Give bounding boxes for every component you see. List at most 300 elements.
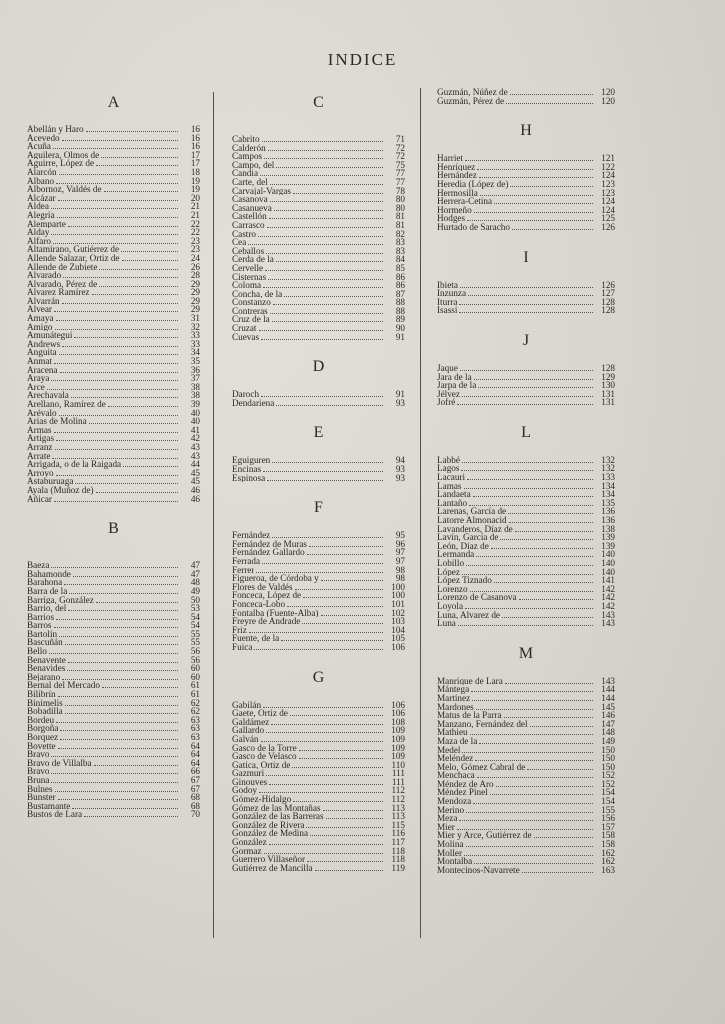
dot-leader bbox=[281, 636, 383, 641]
dot-leader bbox=[270, 180, 383, 185]
entry-page-number: 64 bbox=[190, 740, 200, 751]
entry-page-number: 34 bbox=[190, 347, 200, 358]
entry-name: Flores de Valdés bbox=[232, 582, 293, 592]
index-entry bbox=[437, 840, 615, 849]
index-entry bbox=[27, 776, 200, 785]
entry-name: Anmat bbox=[27, 357, 53, 366]
entry-page-number: 113 bbox=[391, 811, 405, 822]
entry-page-number: 62 bbox=[190, 697, 200, 708]
dot-leader bbox=[84, 812, 178, 817]
entry-name: Bravo bbox=[27, 767, 50, 776]
entry-name: Daroch bbox=[232, 390, 260, 399]
entry-page-number: 143 bbox=[601, 609, 615, 620]
index-entry bbox=[437, 602, 615, 611]
index-section bbox=[27, 561, 200, 819]
entry-page-number: 54 bbox=[190, 611, 200, 622]
index-entry bbox=[437, 154, 615, 163]
entry-page-number: 117 bbox=[391, 837, 405, 848]
entry-page-number: 24 bbox=[190, 252, 200, 263]
section-letter: A bbox=[107, 94, 120, 111]
dot-leader bbox=[269, 214, 383, 219]
entry-page-number: 109 bbox=[391, 751, 405, 762]
index-entry bbox=[437, 516, 615, 525]
index-entry bbox=[232, 643, 405, 652]
index-entry bbox=[437, 390, 615, 399]
index-entry bbox=[437, 289, 615, 298]
index-entry bbox=[437, 677, 615, 686]
index-entry bbox=[232, 752, 405, 761]
entry-page-number: 154 bbox=[601, 787, 615, 798]
entry-page-number: 130 bbox=[601, 380, 615, 391]
index-section bbox=[437, 281, 615, 315]
index-entry bbox=[27, 168, 200, 177]
entry-page-number: 93 bbox=[395, 472, 405, 483]
entry-page-number: 96 bbox=[395, 538, 405, 549]
entry-name: Barahona bbox=[27, 578, 63, 587]
entry-name: Bahamonde bbox=[27, 569, 71, 579]
entry-name: Menchaca bbox=[437, 771, 475, 780]
entry-page-number: 86 bbox=[395, 271, 405, 282]
entry-page-number: 18 bbox=[190, 166, 200, 177]
entry-page-number: 66 bbox=[190, 766, 200, 777]
entry-name: Arce bbox=[27, 382, 45, 392]
entry-name: Larenas, García de bbox=[437, 507, 507, 517]
entry-page-number: 119 bbox=[391, 862, 405, 873]
index-entry bbox=[232, 333, 405, 342]
entry-page-number: 112 bbox=[391, 794, 405, 805]
dot-leader bbox=[508, 509, 593, 514]
entry-name: Abellán y Haro bbox=[27, 125, 84, 134]
dot-leader bbox=[475, 756, 593, 761]
dot-leader bbox=[474, 208, 593, 213]
dot-leader bbox=[58, 795, 178, 800]
index-entry bbox=[27, 785, 200, 794]
dot-leader bbox=[261, 737, 383, 742]
entry-page-number: 90 bbox=[395, 323, 405, 334]
entry-page-number: 103 bbox=[391, 616, 405, 627]
entry-name: Espinosa bbox=[232, 473, 266, 483]
entry-name: Lavanderos, Díaz de bbox=[437, 524, 513, 534]
index-entry bbox=[437, 559, 615, 568]
entry-name: Lagos bbox=[437, 464, 460, 474]
dot-leader bbox=[53, 144, 178, 149]
dot-leader bbox=[306, 823, 383, 828]
entry-page-number: 93 bbox=[395, 464, 405, 475]
entry-name: Lobillo bbox=[437, 559, 465, 568]
entry-page-number: 60 bbox=[190, 671, 200, 682]
entry-name: Bello bbox=[27, 647, 47, 656]
entry-page-number: 101 bbox=[391, 598, 405, 609]
entry-page-number: 109 bbox=[391, 725, 405, 736]
dot-leader bbox=[459, 300, 593, 305]
entry-name: Montecinos-Navarrete bbox=[437, 865, 520, 875]
index-entry bbox=[437, 550, 615, 559]
entry-page-number: 38 bbox=[190, 390, 200, 401]
dot-leader bbox=[73, 572, 178, 577]
entry-page-number: 19 bbox=[190, 175, 200, 186]
dot-leader bbox=[478, 383, 593, 388]
index-entry bbox=[232, 557, 405, 566]
index-entry bbox=[232, 761, 405, 770]
entry-page-number: 163 bbox=[601, 864, 615, 875]
entry-page-number: 81 bbox=[395, 211, 405, 222]
entry-page-number: 91 bbox=[395, 389, 405, 400]
index-entry bbox=[437, 189, 615, 198]
entry-page-number: 56 bbox=[190, 646, 200, 657]
dot-leader bbox=[55, 445, 178, 450]
entry-page-number: 36 bbox=[190, 364, 200, 375]
index-entry bbox=[27, 228, 200, 237]
entry-name: Cerda de la bbox=[232, 255, 274, 264]
entry-page-number: 29 bbox=[190, 304, 200, 315]
index-entry bbox=[232, 600, 405, 609]
dot-leader bbox=[51, 376, 178, 381]
dot-leader bbox=[99, 265, 178, 270]
entry-page-number: 40 bbox=[190, 407, 200, 418]
entry-page-number: 124 bbox=[601, 170, 615, 181]
dot-leader bbox=[60, 735, 178, 740]
entry-page-number: 80 bbox=[395, 202, 405, 213]
dot-leader bbox=[67, 666, 178, 671]
index-entry bbox=[27, 664, 200, 673]
dot-leader bbox=[259, 326, 384, 331]
entry-page-number: 45 bbox=[190, 467, 200, 478]
entry-page-number: 140 bbox=[601, 558, 615, 568]
index-entry bbox=[27, 400, 200, 409]
dot-leader bbox=[464, 851, 593, 856]
entry-page-number: 68 bbox=[190, 800, 200, 811]
entry-page-number: 46 bbox=[190, 484, 200, 495]
entry-name: Armas bbox=[27, 425, 52, 435]
section-letter: H bbox=[520, 122, 532, 140]
entry-page-number: 120 bbox=[601, 95, 615, 106]
entry-page-number: 55 bbox=[190, 637, 200, 648]
dot-leader bbox=[505, 679, 593, 684]
entry-name: Mendoza bbox=[437, 797, 472, 806]
index-entry bbox=[437, 206, 615, 215]
entry-name: Bejarano bbox=[27, 672, 61, 682]
entry-page-number: 72 bbox=[395, 151, 405, 162]
entry-page-number: 32 bbox=[190, 321, 200, 332]
index-entry bbox=[437, 780, 615, 789]
dot-leader bbox=[89, 419, 178, 424]
section-letter: J bbox=[522, 331, 530, 349]
entry-name: Herrera-Cetina bbox=[437, 197, 493, 206]
dot-leader bbox=[491, 544, 593, 549]
index-entry bbox=[27, 469, 200, 478]
entry-page-number: 17 bbox=[190, 158, 200, 169]
index-entry bbox=[232, 390, 405, 399]
index-entry bbox=[27, 802, 200, 811]
entry-page-number: 102 bbox=[391, 607, 405, 618]
dot-leader bbox=[509, 518, 593, 523]
index-entry bbox=[437, 163, 615, 172]
dot-leader bbox=[265, 266, 383, 271]
entry-name: Hernández bbox=[437, 171, 477, 180]
dot-leader bbox=[72, 804, 178, 809]
index-entry bbox=[437, 171, 615, 180]
entry-name: Bovette bbox=[27, 741, 56, 751]
entry-page-number: 149 bbox=[601, 735, 615, 746]
index-entry bbox=[437, 568, 615, 577]
index-entry bbox=[437, 849, 615, 858]
index-entry bbox=[437, 533, 615, 542]
entry-page-number: 143 bbox=[601, 675, 615, 686]
entry-name: Mántega bbox=[437, 685, 470, 694]
entry-name: Alvarado bbox=[27, 271, 62, 280]
entry-page-number: 56 bbox=[190, 654, 200, 665]
dot-leader bbox=[54, 497, 178, 502]
dot-leader bbox=[292, 763, 383, 768]
entry-name: Alemparte bbox=[27, 219, 66, 229]
entry-page-number: 128 bbox=[601, 362, 615, 373]
dot-leader bbox=[307, 857, 383, 862]
dot-leader bbox=[56, 718, 178, 723]
entry-name: Amigo bbox=[27, 322, 53, 332]
dot-leader bbox=[259, 788, 383, 793]
dot-leader bbox=[299, 754, 383, 759]
index-entry bbox=[437, 619, 615, 628]
index-entry bbox=[437, 711, 615, 720]
entry-page-number: 111 bbox=[391, 776, 405, 787]
entry-page-number: 83 bbox=[395, 237, 405, 248]
dot-leader bbox=[310, 831, 383, 836]
entry-name: Encinas bbox=[232, 465, 262, 474]
dot-leader bbox=[94, 761, 178, 766]
entry-name: Figueroa, de Córdoba y bbox=[232, 574, 319, 583]
entry-name: Godoy bbox=[232, 786, 258, 796]
dot-leader bbox=[59, 350, 178, 355]
entry-name: Constanzo bbox=[232, 298, 271, 307]
entry-name: Guerrero Villaseñor bbox=[232, 855, 306, 864]
entry-name: Allende de Zubiete bbox=[27, 262, 98, 272]
index-entry bbox=[232, 709, 405, 718]
entry-page-number: 124 bbox=[601, 196, 615, 207]
entry-name: Eguiguren bbox=[232, 456, 271, 466]
dot-leader bbox=[263, 283, 383, 288]
entry-name: Alvarado, Pérez de bbox=[27, 279, 98, 289]
index-entry bbox=[437, 831, 615, 840]
section-letter: E bbox=[313, 424, 324, 442]
entry-page-number: 78 bbox=[395, 185, 405, 196]
index-entry bbox=[437, 611, 615, 620]
entry-name: Fernández de Muras bbox=[232, 539, 308, 549]
entry-page-number: 77 bbox=[395, 176, 405, 187]
entry-name: Baeza bbox=[27, 561, 50, 570]
index-section bbox=[232, 701, 405, 873]
index-entry bbox=[232, 531, 405, 540]
entry-page-number: 143 bbox=[601, 618, 615, 629]
index-section bbox=[437, 456, 615, 628]
entry-name: Acuña bbox=[27, 142, 51, 151]
section-letter: G bbox=[312, 668, 325, 686]
index-entry bbox=[27, 426, 200, 435]
dot-leader bbox=[96, 161, 178, 166]
dot-leader bbox=[51, 230, 178, 235]
entry-name: Ayala (Muñoz de) bbox=[27, 485, 94, 495]
entry-name: Luna bbox=[437, 619, 456, 628]
index-entry bbox=[27, 681, 200, 690]
dot-leader bbox=[86, 127, 178, 132]
dot-leader bbox=[47, 385, 178, 390]
entry-name: Cruz de la bbox=[232, 315, 270, 325]
entry-name: Aguirre, López de bbox=[27, 159, 95, 168]
index-entry bbox=[437, 857, 615, 866]
dot-leader bbox=[264, 849, 383, 854]
entry-name: Cea bbox=[232, 238, 247, 247]
index-entry bbox=[437, 788, 615, 797]
entry-name: Fuente, de la bbox=[232, 634, 280, 643]
entry-page-number: 42 bbox=[190, 433, 200, 444]
entry-page-number: 53 bbox=[190, 603, 200, 614]
dot-leader bbox=[461, 466, 593, 471]
index-entry bbox=[27, 716, 200, 725]
dot-leader bbox=[104, 187, 178, 192]
entry-page-number: 150 bbox=[601, 753, 615, 764]
index-entry bbox=[27, 452, 200, 461]
index-entry bbox=[27, 220, 200, 229]
index-entry bbox=[232, 212, 405, 221]
index-entry bbox=[232, 161, 405, 170]
entry-page-number: 40 bbox=[190, 416, 200, 427]
entry-page-number: 72 bbox=[395, 142, 405, 153]
dot-leader bbox=[268, 275, 383, 280]
entry-page-number: 128 bbox=[601, 296, 615, 307]
dot-leader bbox=[122, 256, 179, 261]
entry-name: Cisternas bbox=[232, 272, 267, 282]
dot-leader bbox=[512, 225, 593, 230]
entry-name: Labbé bbox=[437, 455, 460, 465]
entry-page-number: 120 bbox=[601, 87, 615, 97]
dot-leader bbox=[51, 752, 178, 757]
index-entry bbox=[437, 197, 615, 206]
entry-name: Bravo de Villalba bbox=[27, 758, 92, 768]
index-entry bbox=[232, 609, 405, 618]
dot-leader bbox=[303, 593, 383, 598]
entry-name: Alfaro bbox=[27, 236, 51, 246]
index-entry bbox=[437, 373, 615, 382]
dot-leader bbox=[323, 806, 383, 811]
entry-page-number: 71 bbox=[395, 134, 405, 144]
index-entry bbox=[232, 204, 405, 213]
dot-leader bbox=[53, 239, 178, 244]
dot-leader bbox=[51, 778, 178, 783]
entry-page-number: 158 bbox=[601, 839, 615, 850]
entry-page-number: 113 bbox=[391, 802, 405, 813]
entry-page-number: 162 bbox=[601, 847, 615, 858]
dot-leader bbox=[270, 309, 383, 314]
dot-leader bbox=[273, 300, 383, 305]
dot-leader bbox=[69, 589, 178, 594]
entry-page-number: 152 bbox=[601, 778, 615, 789]
index-entry bbox=[437, 364, 615, 373]
dot-leader bbox=[472, 696, 593, 701]
entry-name: Iturra bbox=[437, 297, 458, 307]
dot-leader bbox=[307, 550, 383, 555]
index-entry bbox=[27, 793, 200, 802]
dot-leader bbox=[54, 428, 179, 433]
dot-leader bbox=[464, 484, 594, 489]
dot-leader bbox=[262, 137, 383, 142]
dot-leader bbox=[266, 771, 383, 776]
dot-leader bbox=[56, 615, 178, 620]
section-letter: B bbox=[108, 520, 119, 538]
dot-leader bbox=[502, 613, 593, 618]
entry-page-number: 75 bbox=[395, 159, 405, 170]
dot-leader bbox=[62, 136, 178, 141]
dot-leader bbox=[261, 392, 383, 397]
index-entry bbox=[232, 315, 405, 324]
entry-name: Landaeta bbox=[437, 490, 471, 499]
index-entry bbox=[232, 144, 405, 153]
index-entry bbox=[437, 306, 615, 315]
entry-name: Fuica bbox=[232, 642, 253, 652]
dot-leader bbox=[266, 249, 383, 254]
entry-page-number: 63 bbox=[190, 732, 200, 742]
entry-name: Araya bbox=[27, 374, 50, 383]
index-entry bbox=[232, 735, 405, 744]
dot-leader bbox=[96, 598, 178, 603]
index-entry bbox=[27, 357, 200, 366]
index-entry bbox=[437, 88, 615, 97]
entry-page-number: 134 bbox=[601, 480, 615, 491]
entry-page-number: 48 bbox=[190, 577, 200, 588]
index-entry bbox=[232, 778, 405, 787]
entry-name: Arechavala bbox=[27, 391, 69, 400]
index-entry bbox=[27, 638, 200, 647]
index-entry bbox=[27, 434, 200, 443]
index-section bbox=[232, 456, 405, 482]
dot-leader bbox=[459, 816, 593, 821]
entry-page-number: 124 bbox=[601, 204, 615, 215]
dot-leader bbox=[108, 402, 178, 407]
entry-name: Candia bbox=[232, 169, 259, 178]
index-entry bbox=[437, 473, 615, 482]
index-entry bbox=[437, 298, 615, 307]
entry-name: Alcázar bbox=[27, 193, 56, 203]
entry-name: Isassi bbox=[437, 306, 458, 315]
entry-name: Arranz bbox=[27, 442, 53, 452]
index-entry bbox=[232, 744, 405, 753]
dot-leader bbox=[474, 859, 593, 864]
entry-name: Ginouves bbox=[232, 777, 268, 787]
dot-leader bbox=[55, 787, 178, 792]
dot-leader bbox=[504, 713, 593, 718]
dot-leader bbox=[326, 814, 383, 819]
entry-page-number: 31 bbox=[190, 313, 200, 324]
entry-page-number: 129 bbox=[601, 371, 615, 382]
entry-page-number: 43 bbox=[190, 441, 200, 452]
dot-leader bbox=[272, 533, 383, 538]
entry-page-number: 91 bbox=[395, 331, 405, 342]
entry-page-number: 68 bbox=[190, 792, 200, 803]
entry-page-number: 122 bbox=[601, 161, 615, 172]
entry-name: Gazmuri bbox=[232, 769, 265, 778]
entry-name: Bustos de Lara bbox=[27, 810, 83, 819]
dot-leader bbox=[476, 705, 593, 710]
entry-page-number: 106 bbox=[391, 641, 405, 652]
index-entry bbox=[232, 298, 405, 307]
entry-page-number: 104 bbox=[391, 624, 405, 635]
index-entry bbox=[27, 495, 200, 504]
dot-leader bbox=[470, 587, 593, 592]
entry-name: Bunster bbox=[27, 793, 56, 802]
entry-name: Lermanda bbox=[437, 550, 475, 559]
entry-page-number: 21 bbox=[190, 201, 200, 212]
entry-name: Galván bbox=[232, 734, 259, 744]
entry-name: Bascuñán bbox=[27, 638, 63, 648]
index-entry bbox=[437, 464, 615, 473]
